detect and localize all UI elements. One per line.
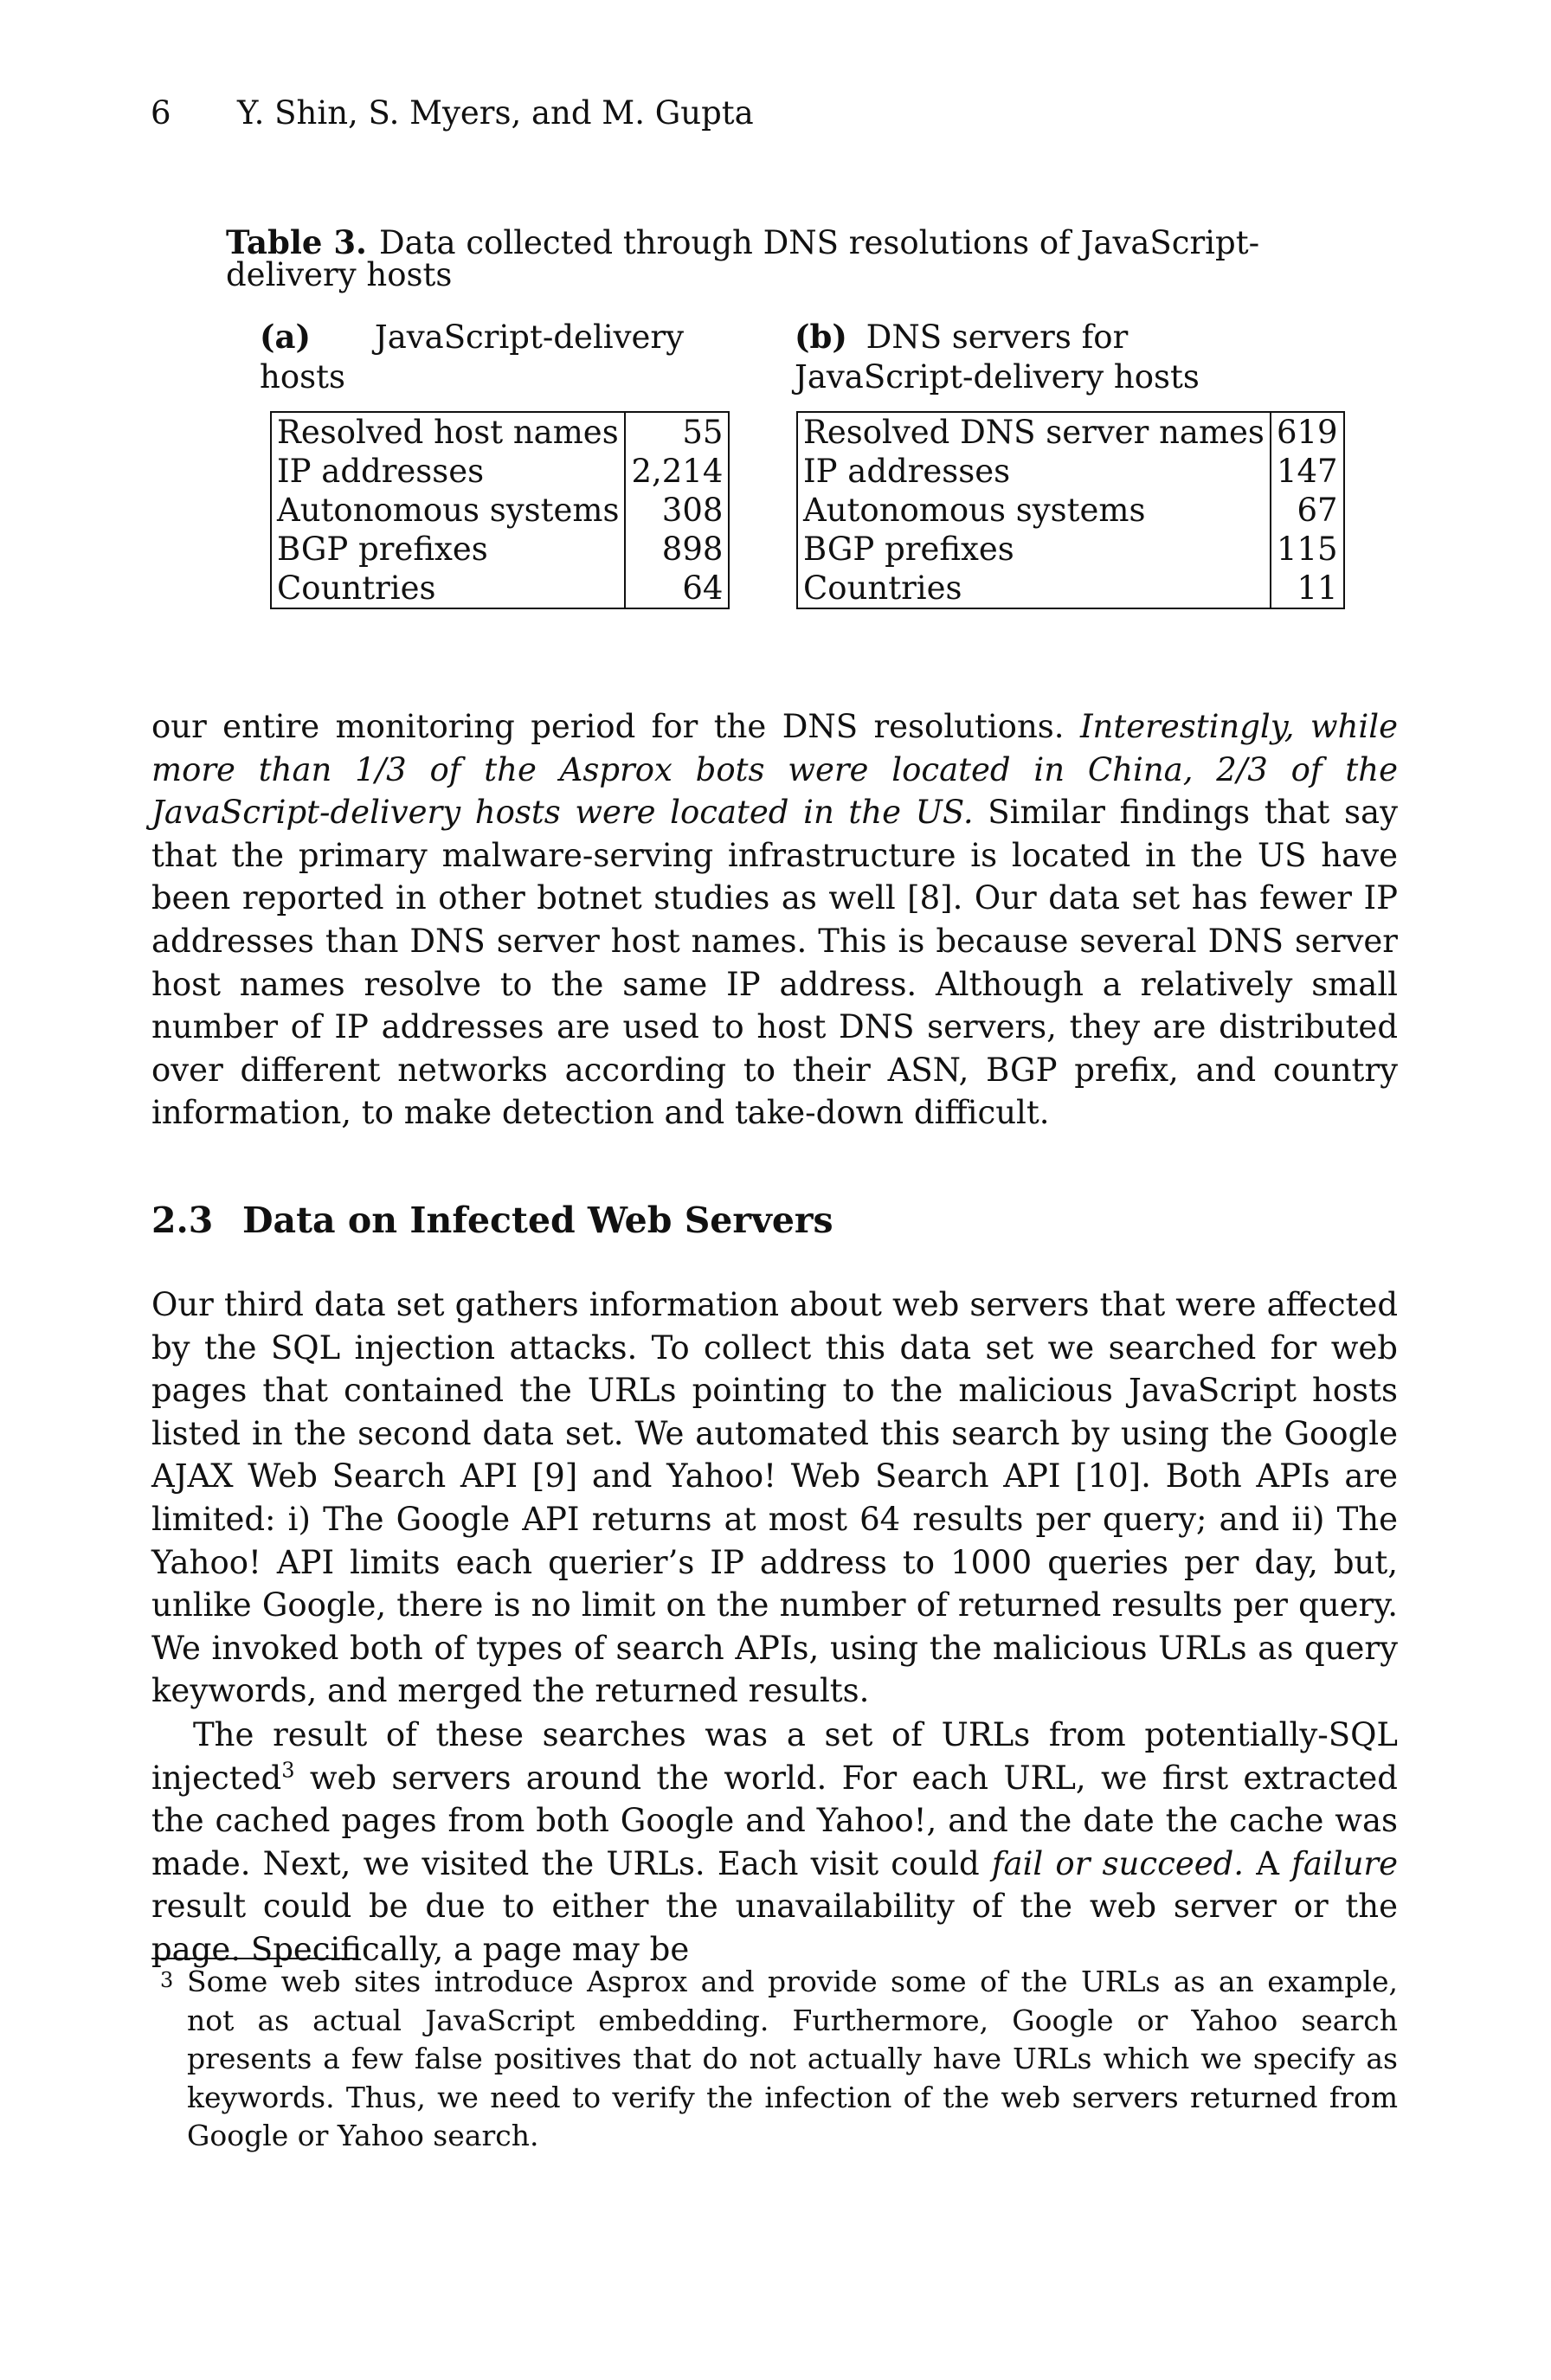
paragraph-3-text-d: result could be due to either the unavailability of the web server or the page. Specifically, a page may be bbox=[151, 1888, 1398, 1968]
table-row bbox=[797, 569, 1344, 608]
subtable-b-caption-text: DNS servers for JavaScript-delivery hosts bbox=[795, 318, 1200, 396]
table-b bbox=[796, 411, 1345, 609]
table-cell-value: 2,214 bbox=[625, 452, 729, 491]
paragraph-3-text-a: The result of these searches was a set of URLs from potentially-SQL injected bbox=[151, 1716, 1398, 1797]
subtable-a-label: (a) bbox=[260, 318, 311, 356]
section-number: 2.3 bbox=[151, 1200, 214, 1241]
table-cell-value: 64 bbox=[625, 569, 729, 608]
table-cell-value: 55 bbox=[625, 412, 729, 452]
table-cell-label: Countries bbox=[797, 569, 1271, 608]
footnote-mark: 3 bbox=[160, 1968, 174, 1992]
table-row bbox=[271, 412, 729, 452]
table-cell-label: Autonomous systems bbox=[271, 491, 625, 530]
paragraph-1-text-b: Similar findings that say that the primary malware-serving infrastructure is located in the US have been reported in other botnet studies as well [8]. Our data set has fewer IP addresses than DNS server host names. This is because several DNS server host names resolve to the same IP address. Although a relatively small number of IP addresses are used to host DNS servers, they are distributed over different networks according to their ASN, BGP prefix, and country information, to make detection and take-down difficult. bbox=[151, 794, 1398, 1132]
table-cell-label: BGP prefixes bbox=[271, 530, 625, 569]
paragraph-1-italic: Interestingly, while more than 1/3 of the Asprox bots were located in China, 2/3 of the JavaScript-delivery hosts were located in the US. bbox=[151, 708, 1398, 832]
table-cell-value: 619 bbox=[1271, 412, 1344, 452]
table-caption-label: Table 3. bbox=[226, 223, 367, 261]
table-cell-label: Autonomous systems bbox=[797, 491, 1271, 530]
table-row bbox=[797, 412, 1344, 452]
table-cell-value: 147 bbox=[1271, 452, 1344, 491]
section-heading bbox=[151, 1200, 833, 1241]
section-title: Data on Infected Web Servers bbox=[242, 1200, 833, 1241]
paragraph-3 bbox=[151, 1714, 1398, 1972]
footnote-reference[interactable]: 3 bbox=[281, 1758, 295, 1783]
header-authors: Y. Shin, S. Myers, and M. Gupta bbox=[237, 94, 754, 132]
table-cell-label: Resolved host names bbox=[271, 412, 625, 452]
table-caption bbox=[226, 223, 1351, 293]
table-cell-value: 308 bbox=[625, 491, 729, 530]
paragraph-3-italic-a: fail or succeed. bbox=[991, 1844, 1245, 1882]
paragraph-1-text-a: our entire monitoring period for the DNS resolutions. bbox=[151, 708, 1080, 745]
table-caption-text: Data collected through DNS resolutions of JavaScript-delivery hosts bbox=[226, 224, 1260, 293]
paragraph-3-text-b: web servers around the world. For each URL, we first extracted the cached pages from both Google and Yahoo!, and the date the cache was made. Next, we visited the URLs. Each visit could bbox=[151, 1759, 1398, 1882]
table-a bbox=[270, 411, 730, 609]
subtable-a-caption-text: JavaScript-delivery hosts bbox=[260, 318, 684, 396]
table-cell-label: IP addresses bbox=[797, 452, 1271, 491]
table-cell-label: IP addresses bbox=[271, 452, 625, 491]
paragraph-2: Our third data set gathers information about web servers that were affected by the SQL injection attacks. To collect this data set we searched for web pages that contained the URLs pointing to the malicious JavaScript hosts listed in the second data set. We automated this search by using the Google AJAX Web Search API [9] and Yahoo! Web Search API [10]. Both APIs are limited: i) The Google API returns at most 64 results per query; and ii) The Yahoo! API limits each querier’s IP address to 1000 queries per day, but, unlike Google, there is no limit on the number of returned results per query. We invoked both of types of search APIs, using the malicious URLs as query keywords, and merged the returned results. bbox=[151, 1286, 1398, 1710]
subtable-b-caption bbox=[795, 317, 1279, 397]
table-row bbox=[797, 530, 1344, 569]
table-cell-value: 115 bbox=[1271, 530, 1344, 569]
paragraph-3-italic-b: failure bbox=[1291, 1844, 1398, 1882]
table-cell-label: Countries bbox=[271, 569, 625, 608]
paragraph-1 bbox=[151, 705, 1398, 1135]
table-cell-label: BGP prefixes bbox=[797, 530, 1271, 569]
table-row bbox=[271, 569, 729, 608]
table-row bbox=[797, 452, 1344, 491]
table-cell-value: 67 bbox=[1271, 491, 1344, 530]
table-cell-label: Resolved DNS server names bbox=[797, 412, 1271, 452]
table-cell-value: 898 bbox=[625, 530, 729, 569]
footnote-divider bbox=[151, 1958, 357, 1959]
subtable-b-label: (b) bbox=[795, 318, 847, 356]
table-row bbox=[271, 452, 729, 491]
table-cell-value: 11 bbox=[1271, 569, 1344, 608]
running-header bbox=[151, 94, 754, 132]
page-number: 6 bbox=[151, 94, 171, 132]
footnote bbox=[151, 1963, 1398, 2156]
subtable-a-caption bbox=[260, 317, 684, 397]
table-row bbox=[271, 530, 729, 569]
table-row bbox=[271, 491, 729, 530]
paragraph-3-text-c: A bbox=[1244, 1844, 1292, 1882]
table-row bbox=[797, 491, 1344, 530]
footnote-text: Some web sites introduce Asprox and provide some of the URLs as an example, not as actual JavaScript embedding. Furthermore, Google or Yahoo search presents a few false positives that do not actually have URLs which we specify as keywords. Thus, we need to verify the infection of the web servers returned from Google or Yahoo search. bbox=[187, 1965, 1398, 2152]
